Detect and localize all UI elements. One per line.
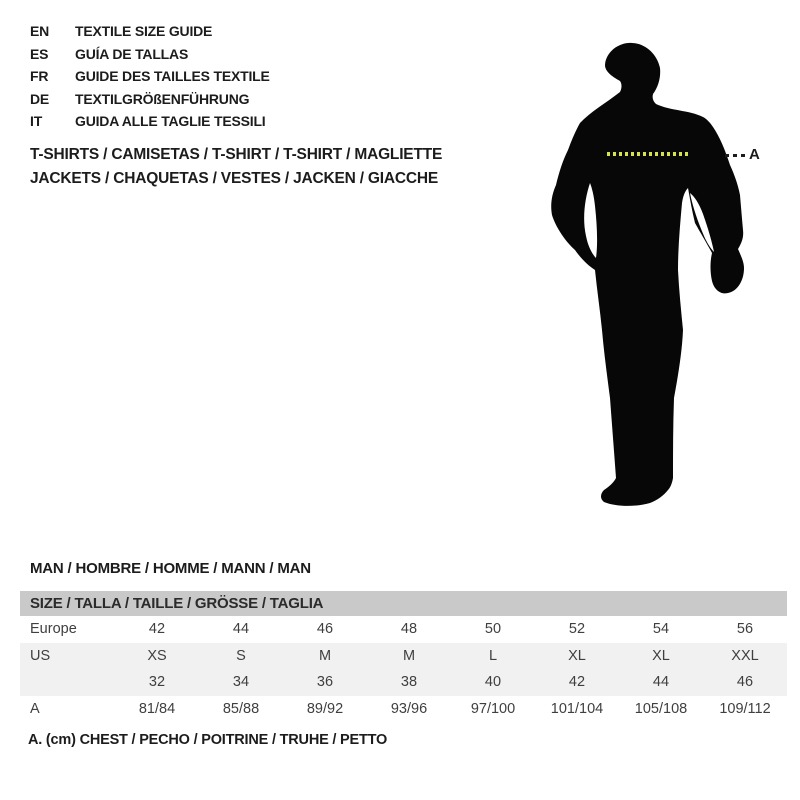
size-cell: S [236,647,246,664]
measure-label: A [749,146,760,163]
size-cell: 42 [568,674,586,691]
category-line-tshirts: T-SHIRTS / CAMISETAS / T-SHIRT / T-SHIRT / MAGLIETTE [30,146,443,163]
language-code: DE [30,90,50,107]
size-cell: XL [568,647,586,664]
size-cell: 32 [148,674,166,691]
language-list [30,20,270,133]
size-cell: L [488,647,498,664]
size-cell: 34 [232,674,250,691]
row-label: A [30,700,40,717]
table-row-us-numeric [20,669,787,696]
size-cell: 85/88 [222,700,260,717]
table-row-us [20,643,787,670]
size-cell: 97/100 [470,700,516,717]
size-cell: XS [147,647,167,664]
row-label: US [30,647,51,664]
size-cell: 44 [652,674,670,691]
language-row [30,88,270,111]
language-row [30,110,270,133]
size-cell: 50 [484,621,502,638]
category-list [30,143,442,191]
size-cell: 56 [736,621,754,638]
language-code: EN [30,23,50,39]
size-cell: 109/112 [719,700,771,717]
size-cell: XL [652,647,670,664]
language-row [30,65,270,88]
language-code: ES [30,45,49,62]
size-cell: 105/108 [634,700,688,717]
size-cell: M [318,647,332,664]
size-cell: 48 [400,621,418,638]
size-cell: 81/84 [138,700,176,717]
measure-label-dashes [725,154,747,157]
size-cell: 42 [148,621,166,638]
language-code: IT [30,113,43,129]
language-code: FR [30,68,49,84]
language-label: TEXTILGRÖßENFÜHRUNG [75,90,250,107]
footnote-chest: A. (cm) CHEST / PECHO / POITRINE / TRUHE / PETTO [28,732,388,748]
language-label: GUÍA DE TALLAS [75,45,189,62]
chest-measure-line [607,152,689,156]
size-table-header: SIZE / TALLA / TAILLE / GRÖSSE / TAGLIA [20,591,787,616]
language-row [30,43,270,66]
size-cell: 93/96 [390,700,428,717]
size-cell: 44 [232,621,250,638]
category-line-jackets: JACKETS / CHAQUETAS / VESTES / JACKEN / GIACCHE [30,170,439,187]
size-cell: 46 [316,621,334,638]
size-cell: 52 [568,621,586,638]
language-row [30,20,270,43]
table-row-chest [20,696,787,723]
size-cell: 36 [316,674,334,691]
table-row-europe [20,616,787,643]
language-label: GUIDE DES TAILLES TEXTILE [75,68,270,84]
size-cell: XXL [731,647,759,664]
section-title-man: MAN / HOMBRE / HOMME / MANN / MAN [30,560,311,577]
size-cell: 101/104 [550,700,604,717]
size-cell: M [402,647,416,664]
size-cell: 46 [736,674,754,691]
language-label: GUIDA ALLE TAGLIE TESSILI [75,113,266,129]
size-table [20,591,787,722]
row-label: Europe [30,621,77,638]
size-cell: 54 [652,621,670,638]
size-cell: 89/92 [306,700,344,717]
size-cell: 38 [400,674,418,691]
man-silhouette [540,38,800,520]
language-label: TEXTILE SIZE GUIDE [75,23,213,39]
size-cell: 40 [484,674,502,691]
